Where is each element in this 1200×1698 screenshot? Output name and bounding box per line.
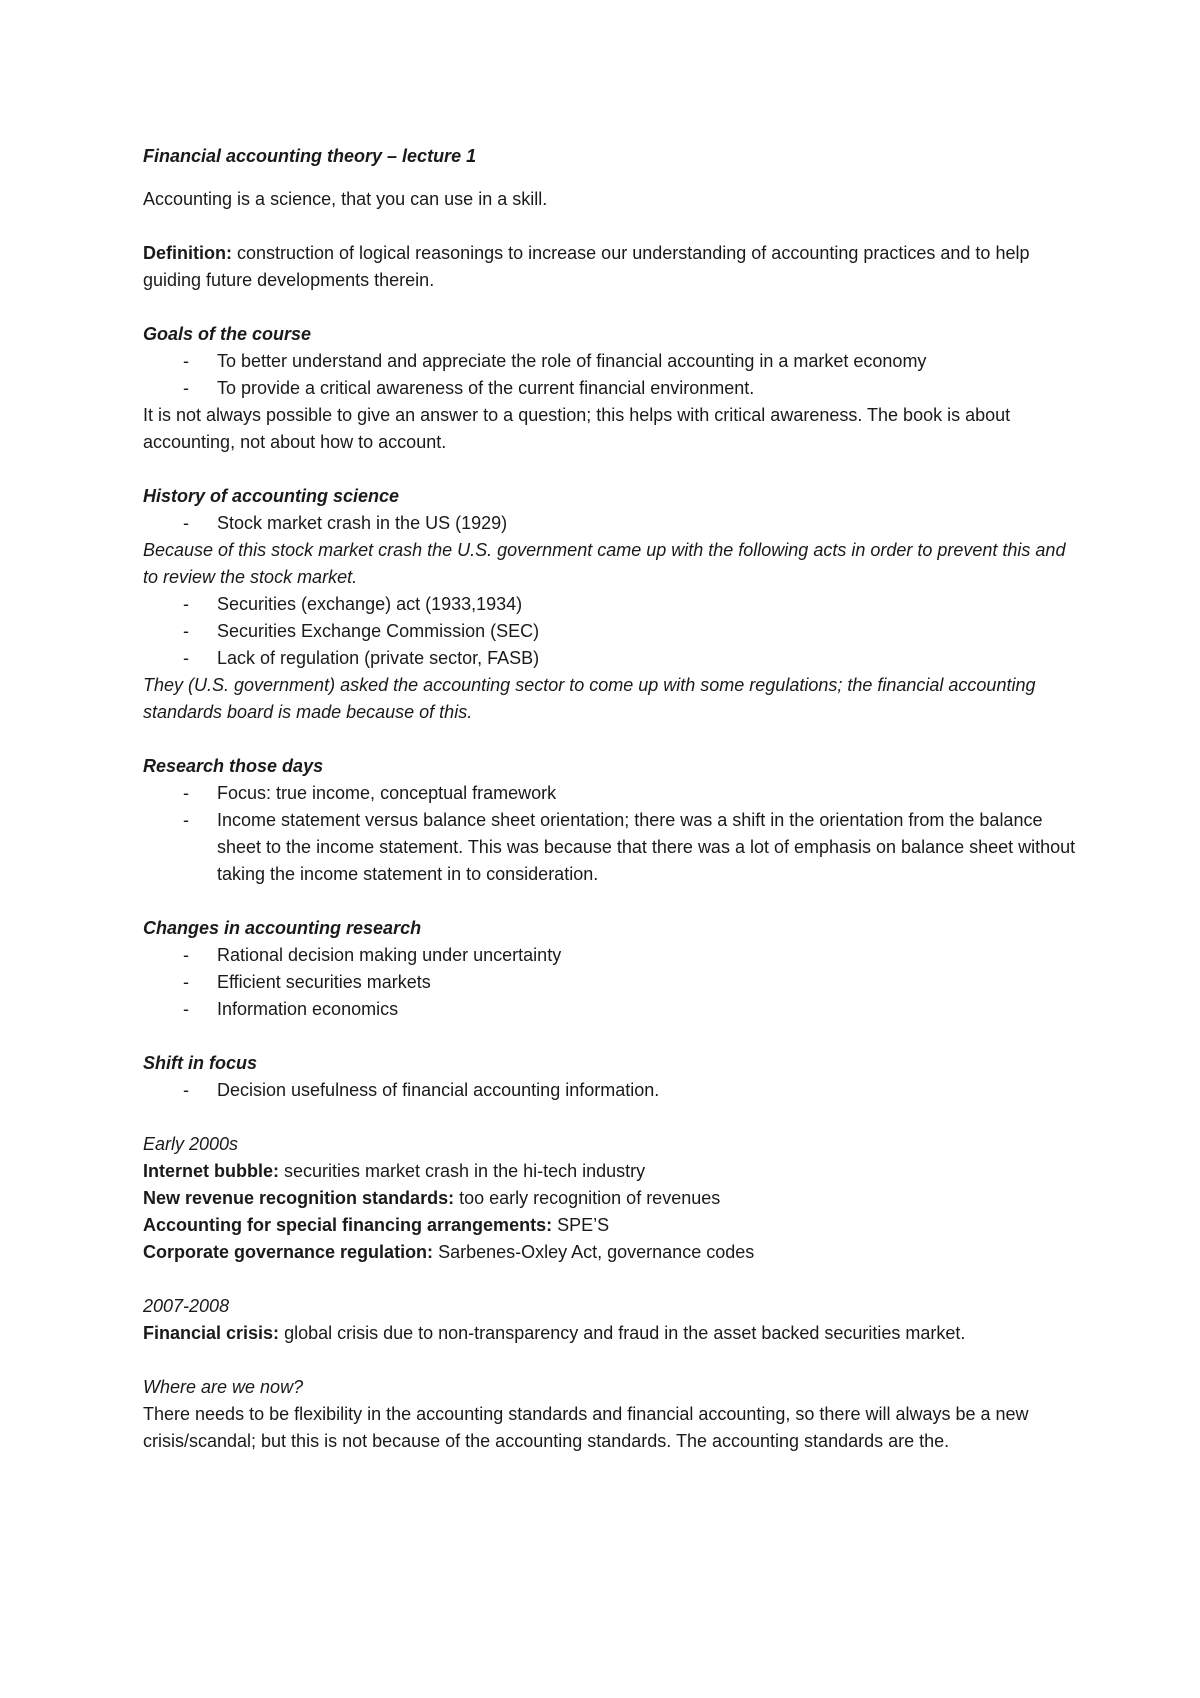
- list-item: - To provide a critical awareness of the current financial environment.: [143, 375, 1080, 402]
- goals-note: It is not always possible to give an answer to a question; this helps with critical awareness. The book is about accounting, not about how to account.: [143, 405, 1011, 452]
- dash-bullet: -: [183, 999, 189, 1019]
- early-2000s-row: Corporate governance regulation: Sarbenes-Oxley Act, governance codes: [143, 1242, 755, 1262]
- list-item: - Income statement versus balance sheet orientation; there was a shift in the orientation from the balance sheet to the income statement. This was because that there was a lot of emphasis on balance sheet without taking the income statement in to consideration.: [143, 807, 1080, 888]
- crisis-text: Financial crisis: global crisis due to non-transparency and fraud in the asset backed securities market.: [143, 1323, 966, 1343]
- early-2000s-row: New revenue recognition standards: too early recognition of revenues: [143, 1188, 721, 1208]
- shift-section: [143, 1050, 1080, 1104]
- history-list-2: [143, 591, 1080, 672]
- dash-bullet: -: [183, 594, 189, 614]
- list-item: - Decision usefulness of financial accounting information.: [143, 1077, 1080, 1104]
- changes-list: [143, 942, 1080, 1023]
- dash-bullet: -: [183, 945, 189, 965]
- now-text: There needs to be flexibility in the accounting standards and financial accounting, so there will always be a new crisis/scandal; but this is not because of the accounting standards. The accounting standards are the.: [143, 1404, 1029, 1451]
- history-italic-note-2: They (U.S. government) asked the accounting sector to come up with some regulations; the financial accounting standards board is made because of this.: [143, 675, 1036, 722]
- dash-bullet: -: [183, 513, 189, 533]
- now-section: [143, 1374, 1080, 1455]
- dash-bullet: -: [183, 621, 189, 641]
- crisis-section: [143, 1293, 1080, 1347]
- list-item: - Stock market crash in the US (1929): [143, 510, 1080, 537]
- list-item: - Efficient securities markets: [143, 969, 1080, 996]
- history-section: [143, 483, 1080, 726]
- list-item: - Rational decision making under uncertainty: [143, 942, 1080, 969]
- document-title: Financial accounting theory – lecture 1: [143, 146, 477, 166]
- definition-text: construction of logical reasonings to increase our understanding of accounting practices and to help guiding future developments therein.: [143, 243, 1030, 290]
- history-heading: History of accounting science: [143, 486, 400, 506]
- changes-section: [143, 915, 1080, 1023]
- definition-label: Definition:: [143, 243, 232, 263]
- early-2000s-heading: Early 2000s: [143, 1134, 239, 1154]
- list-item: - To better understand and appreciate the role of financial accounting in a market economy: [143, 348, 1080, 375]
- shift-list: [143, 1077, 1080, 1104]
- early-2000s-section: [143, 1131, 1080, 1266]
- changes-heading: Changes in accounting research: [143, 918, 422, 938]
- goals-list: [143, 348, 1080, 402]
- early-2000s-row: Accounting for special financing arrangements: SPE’S: [143, 1215, 610, 1235]
- list-item: - Securities (exchange) act (1933,1934): [143, 591, 1080, 618]
- research-heading: Research those days: [143, 756, 324, 776]
- dash-bullet: -: [183, 972, 189, 992]
- goals-section: [143, 321, 1080, 456]
- intro-text: Accounting is a science, that you can use in a skill.: [143, 189, 548, 209]
- list-item: - Securities Exchange Commission (SEC): [143, 618, 1080, 645]
- dash-bullet: -: [183, 351, 189, 371]
- dash-bullet: -: [183, 1080, 189, 1100]
- dash-bullet: -: [183, 378, 189, 398]
- research-section: [143, 753, 1080, 888]
- history-list-1: [143, 510, 1080, 537]
- early-2000s-row: Internet bubble: securities market crash in the hi-tech industry: [143, 1161, 646, 1181]
- dash-bullet: -: [183, 783, 189, 803]
- list-item: - Information economics: [143, 996, 1080, 1023]
- history-italic-note-1: Because of this stock market crash the U.S. government came up with the following acts in order to prevent this and to review the stock market.: [143, 540, 1066, 587]
- dash-bullet: -: [183, 648, 189, 668]
- list-item: - Focus: true income, conceptual framework: [143, 780, 1080, 807]
- dash-bullet: -: [183, 810, 189, 830]
- crisis-heading: 2007-2008: [143, 1296, 230, 1316]
- definition-paragraph: [143, 240, 1080, 294]
- now-heading: Where are we now?: [143, 1377, 304, 1397]
- goals-heading: Goals of the course: [143, 324, 312, 344]
- shift-heading: Shift in focus: [143, 1053, 257, 1073]
- list-item: - Lack of regulation (private sector, FASB): [143, 645, 1080, 672]
- research-list: [143, 780, 1080, 888]
